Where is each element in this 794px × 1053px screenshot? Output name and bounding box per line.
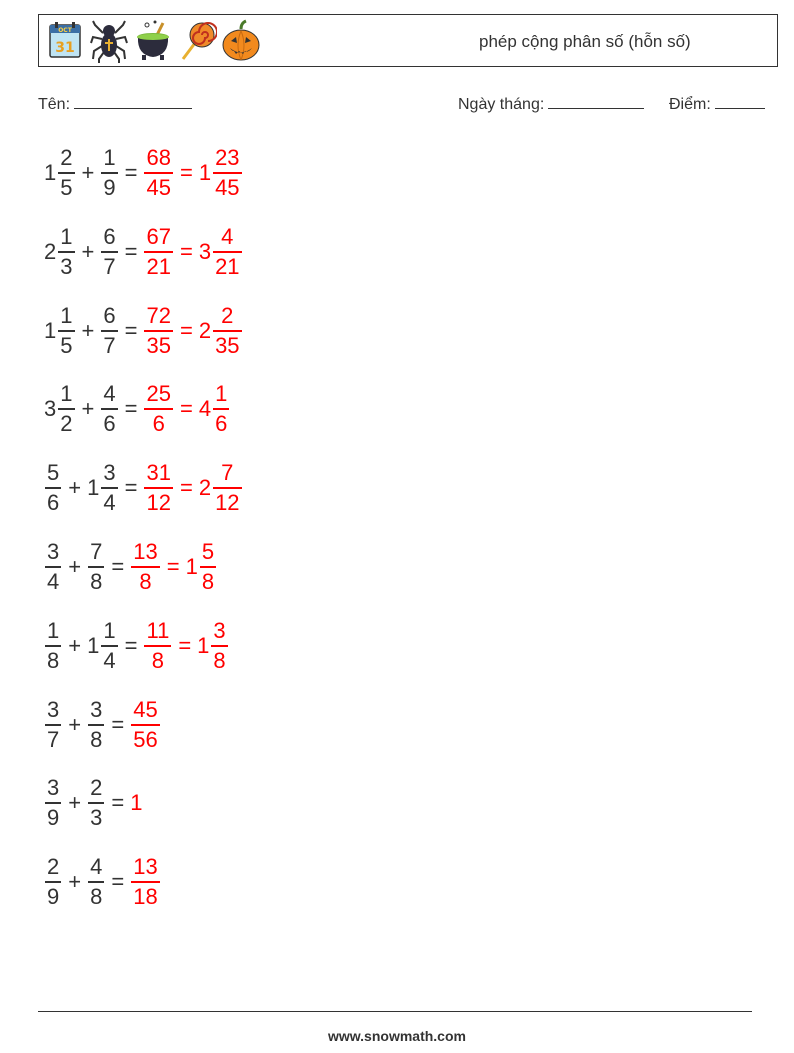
numerator: 5 xyxy=(201,539,215,564)
whole-part: 1 xyxy=(44,160,57,185)
equals-sign: = xyxy=(166,554,180,579)
fraction xyxy=(88,696,104,754)
fraction xyxy=(88,538,104,596)
second-addend xyxy=(87,538,105,596)
equals-sign: = xyxy=(179,396,193,422)
equals-sign: = xyxy=(124,475,138,501)
numerator: 68 xyxy=(146,145,171,170)
fraction xyxy=(45,538,61,596)
answer-mixed-fraction xyxy=(213,223,241,281)
denominator: 7 xyxy=(103,253,116,279)
icon-strip xyxy=(45,19,261,63)
equals-sign: = xyxy=(179,317,193,343)
score-label: Điểm: xyxy=(669,96,711,113)
fraction xyxy=(88,774,104,832)
pumpkin-icon xyxy=(221,19,261,63)
equals-sign: = xyxy=(179,238,193,264)
answer xyxy=(143,144,242,202)
answer-mixed-fraction xyxy=(200,538,216,596)
answer-fraction xyxy=(131,853,159,911)
answer xyxy=(130,538,217,596)
numerator: 45 xyxy=(133,696,158,722)
fraction xyxy=(58,144,74,202)
numerator: 3 xyxy=(213,617,226,643)
numerator: 4 xyxy=(90,854,103,880)
answer-whole: 1 xyxy=(130,790,143,816)
first-addend xyxy=(44,144,76,202)
answer-mixed-fraction xyxy=(213,459,241,517)
denominator: 8 xyxy=(139,569,152,594)
answer-mixed-fraction xyxy=(213,302,241,360)
denominator: 12 xyxy=(215,490,240,516)
numerator: 7 xyxy=(90,539,103,564)
denominator: 35 xyxy=(146,332,171,358)
denominator: 2 xyxy=(60,411,73,437)
denominator: 8 xyxy=(47,647,60,673)
fraction xyxy=(101,302,117,360)
equals-sign: = xyxy=(124,632,138,658)
whole-part: 1 xyxy=(44,317,57,343)
second-addend xyxy=(100,302,118,360)
equals-sign: = xyxy=(111,790,125,816)
numerator: 2 xyxy=(60,145,73,170)
fraction xyxy=(45,853,61,911)
answer-mixed-fraction xyxy=(211,617,227,675)
calendar-day-text: 31 xyxy=(55,40,75,56)
first-addend xyxy=(44,696,62,754)
problem-row xyxy=(44,217,243,287)
numerator: 3 xyxy=(103,460,116,486)
equals-sign: = xyxy=(124,317,138,343)
answer-fraction xyxy=(144,223,172,281)
numerator: 13 xyxy=(133,539,158,564)
numerator: 1 xyxy=(103,145,116,170)
denominator: 18 xyxy=(133,884,158,910)
equals-sign: = xyxy=(179,160,193,185)
cauldron-icon xyxy=(133,19,173,63)
problem-row xyxy=(44,453,243,523)
problem-row xyxy=(44,847,161,917)
denominator: 45 xyxy=(215,175,240,200)
plus-sign: + xyxy=(68,632,82,658)
first-addend xyxy=(44,459,62,517)
whole-part: 1 xyxy=(87,632,100,658)
answer-fraction xyxy=(144,144,172,202)
calendar-month-text: OCT xyxy=(58,27,72,34)
answer-mixed-fraction xyxy=(213,380,229,438)
problem-row xyxy=(44,138,243,208)
denominator: 7 xyxy=(47,726,60,752)
denominator: 6 xyxy=(152,411,165,437)
answer xyxy=(143,459,242,517)
denominator: 3 xyxy=(60,253,73,279)
fraction xyxy=(101,223,117,281)
numerator: 72 xyxy=(146,302,171,328)
denominator: 8 xyxy=(90,569,103,594)
denominator: 6 xyxy=(215,411,228,437)
second-addend xyxy=(100,223,118,281)
numerator: 1 xyxy=(47,617,60,643)
answer xyxy=(143,223,242,281)
problem-row xyxy=(44,374,230,444)
fraction xyxy=(45,696,61,754)
fraction xyxy=(45,774,61,832)
denominator: 5 xyxy=(60,175,73,200)
answer xyxy=(143,380,230,438)
equals-sign: = xyxy=(111,554,125,579)
whole-part: 3 xyxy=(44,396,57,422)
name-label: Tên: xyxy=(38,96,71,113)
first-addend xyxy=(44,302,76,360)
plus-sign: + xyxy=(68,869,82,895)
denominator: 4 xyxy=(103,647,116,673)
second-addend xyxy=(87,853,105,911)
numerator: 2 xyxy=(47,854,60,880)
lollipop-icon xyxy=(177,19,217,63)
answer-mixed-whole: 1 xyxy=(198,160,212,185)
plus-sign: + xyxy=(81,160,95,185)
denominator: 45 xyxy=(146,175,171,200)
answer-mixed-whole: 4 xyxy=(198,396,212,422)
second-addend xyxy=(87,696,105,754)
first-addend xyxy=(44,380,76,438)
denominator: 9 xyxy=(103,175,116,200)
numerator: 1 xyxy=(60,381,73,407)
answer xyxy=(143,617,228,675)
date-field xyxy=(458,94,644,114)
numerator: 3 xyxy=(47,775,60,801)
denominator: 8 xyxy=(90,726,103,752)
answer-mixed-fraction xyxy=(213,144,241,202)
fraction xyxy=(45,459,61,517)
numerator: 4 xyxy=(103,381,116,407)
numerator: 2 xyxy=(90,775,103,801)
answer-fraction xyxy=(144,302,172,360)
fraction xyxy=(58,223,74,281)
score-blank[interactable] xyxy=(715,94,765,109)
first-addend xyxy=(44,617,62,675)
whole-part: 1 xyxy=(87,475,100,501)
plus-sign: + xyxy=(81,317,95,343)
numerator: 25 xyxy=(146,381,171,407)
denominator: 5 xyxy=(60,332,73,358)
plus-sign: + xyxy=(68,554,82,579)
numerator: 13 xyxy=(133,854,158,880)
date-blank[interactable] xyxy=(548,94,644,109)
answer xyxy=(143,302,242,360)
answer-fraction xyxy=(144,459,172,517)
fraction xyxy=(58,380,74,438)
whole-part: 2 xyxy=(44,238,57,264)
fraction xyxy=(101,380,117,438)
denominator: 8 xyxy=(213,647,226,673)
answer-fraction xyxy=(131,696,159,754)
numerator: 3 xyxy=(47,539,60,564)
problem-row xyxy=(44,532,217,602)
denominator: 56 xyxy=(133,726,158,752)
second-addend xyxy=(87,459,119,517)
denominator: 21 xyxy=(146,253,171,279)
second-addend xyxy=(100,380,118,438)
fraction xyxy=(101,144,117,202)
plus-sign: + xyxy=(81,238,95,264)
equals-sign: = xyxy=(111,711,125,737)
answer-mixed-whole: 1 xyxy=(197,632,210,658)
problem-row xyxy=(44,690,161,760)
denominator: 7 xyxy=(103,332,116,358)
footer-divider xyxy=(38,1011,752,1012)
second-addend xyxy=(100,144,118,202)
numerator: 3 xyxy=(90,696,103,722)
answer-mixed-whole: 1 xyxy=(185,554,198,579)
header-box xyxy=(38,14,778,67)
denominator: 3 xyxy=(90,805,103,831)
denominator: 9 xyxy=(47,884,60,910)
fraction xyxy=(45,617,61,675)
answer-fraction xyxy=(144,380,172,438)
worksheet-title: phép cộng phân số (hỗn số) xyxy=(479,32,691,51)
first-addend xyxy=(44,774,62,832)
name-blank[interactable] xyxy=(74,94,192,109)
answer xyxy=(130,696,160,754)
problem-row xyxy=(44,611,229,681)
problem-row xyxy=(44,296,243,366)
fraction xyxy=(101,617,117,675)
calendar-oct-31-icon xyxy=(45,19,85,63)
numerator: 3 xyxy=(47,696,60,722)
numerator: 1 xyxy=(60,223,73,249)
fraction xyxy=(101,459,117,517)
denominator: 6 xyxy=(47,490,60,516)
numerator: 1 xyxy=(103,617,116,643)
denominator: 12 xyxy=(146,490,171,516)
second-addend xyxy=(87,774,105,832)
equals-sign: = xyxy=(178,632,192,658)
answer-fraction xyxy=(144,617,171,675)
equals-sign: = xyxy=(124,238,138,264)
equals-sign: = xyxy=(179,475,193,501)
denominator: 21 xyxy=(215,253,240,279)
numerator: 31 xyxy=(146,460,171,486)
problem-row xyxy=(44,768,143,838)
plus-sign: + xyxy=(81,396,95,422)
plus-sign: + xyxy=(68,790,82,816)
fraction xyxy=(88,853,104,911)
first-addend xyxy=(44,223,76,281)
denominator: 4 xyxy=(103,490,116,516)
denominator: 4 xyxy=(47,569,60,594)
answer xyxy=(130,853,160,911)
name-field xyxy=(38,94,192,114)
equals-sign: = xyxy=(124,160,138,185)
numerator: 67 xyxy=(146,223,171,249)
first-addend xyxy=(44,853,62,911)
first-addend xyxy=(44,538,62,596)
numerator: 1 xyxy=(60,302,73,328)
equals-sign: = xyxy=(111,869,125,895)
numerator: 2 xyxy=(221,302,234,328)
numerator: 23 xyxy=(215,145,240,170)
numerator: 6 xyxy=(103,302,116,328)
equals-sign: = xyxy=(124,396,138,422)
score-field xyxy=(669,94,765,114)
denominator: 8 xyxy=(201,569,215,594)
date-label: Ngày tháng: xyxy=(458,96,545,113)
plus-sign: + xyxy=(68,475,82,501)
numerator: 11 xyxy=(146,617,170,643)
numerator: 1 xyxy=(215,381,228,407)
spider-icon xyxy=(89,19,129,63)
denominator: 6 xyxy=(103,411,116,437)
answer-fraction xyxy=(131,538,159,596)
denominator: 8 xyxy=(151,647,165,673)
numerator: 6 xyxy=(103,223,116,249)
plus-sign: + xyxy=(68,711,82,737)
numerator: 7 xyxy=(221,460,234,486)
numerator: 4 xyxy=(221,223,234,249)
answer-mixed-whole: 3 xyxy=(198,238,212,264)
answer-mixed-whole: 2 xyxy=(198,475,212,501)
second-addend xyxy=(87,617,119,675)
denominator: 9 xyxy=(47,805,60,831)
footer-site: www.snowmath.com xyxy=(328,1028,466,1044)
answer xyxy=(130,790,143,816)
denominator: 35 xyxy=(215,332,240,358)
fraction xyxy=(58,302,74,360)
numerator: 5 xyxy=(47,460,60,486)
denominator: 8 xyxy=(90,884,103,910)
answer-mixed-whole: 2 xyxy=(198,317,212,343)
